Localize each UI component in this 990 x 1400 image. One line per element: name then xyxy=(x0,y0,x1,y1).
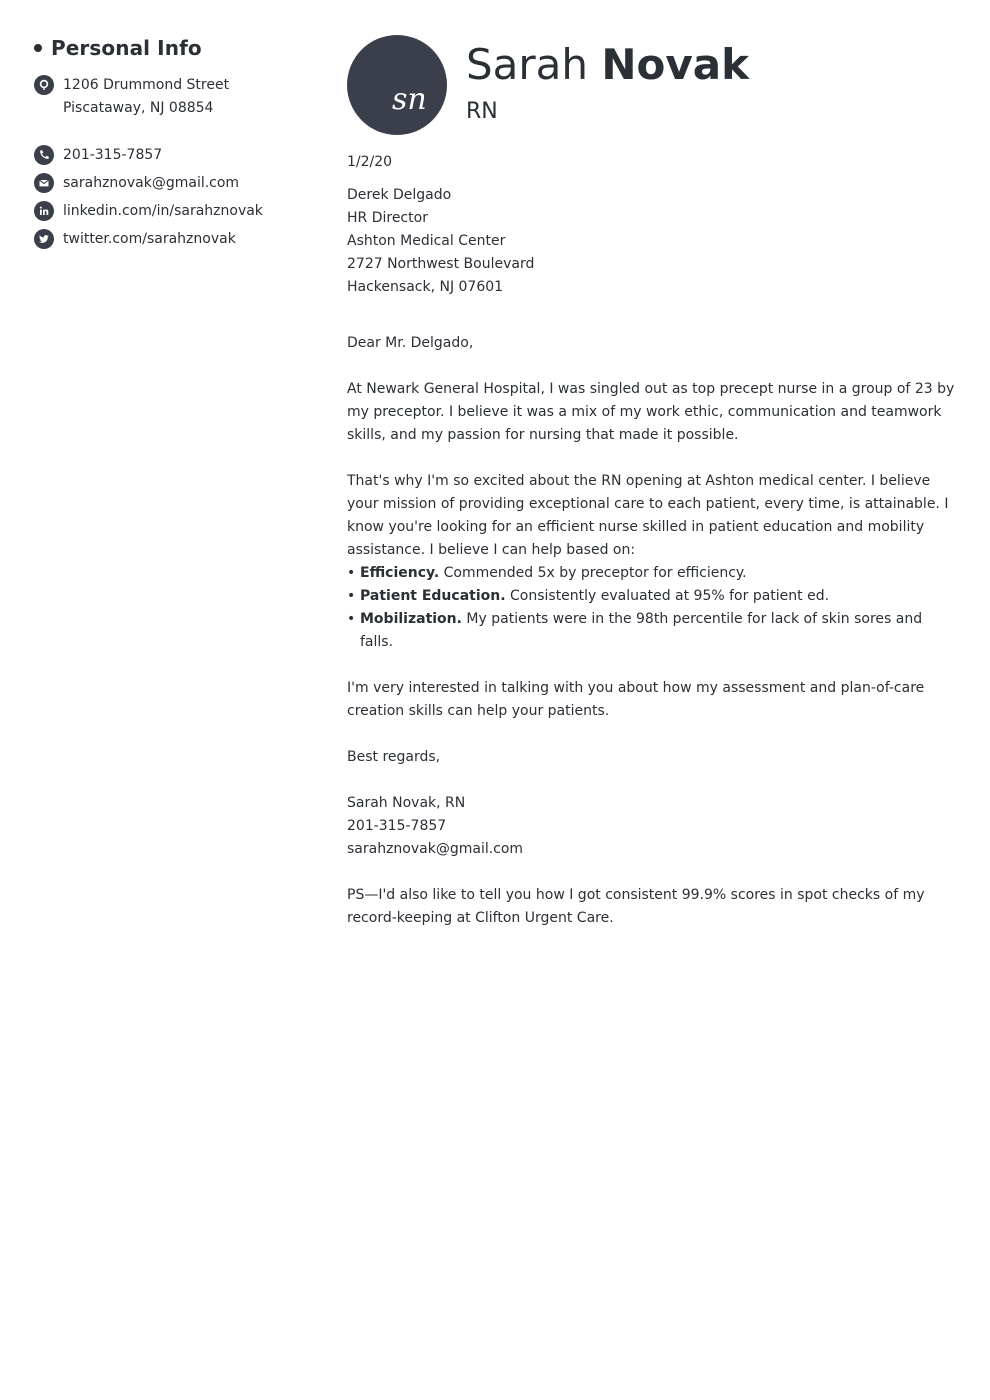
twitter-text[interactable]: twitter.com/sarahznovak xyxy=(63,231,236,247)
bullet-key: Patient Education. xyxy=(360,588,506,604)
monogram-text: sn xyxy=(392,82,427,117)
bullet-text: Commended 5x by preceptor for efficiency. xyxy=(443,565,747,581)
personal-info-heading xyxy=(34,36,324,60)
address-line-1: 1206 Drummond Street xyxy=(63,77,230,93)
signature-block xyxy=(347,792,957,861)
list-item xyxy=(347,585,957,608)
bullet-text: Consistently evaluated at 95% for patient ed. xyxy=(510,588,830,604)
email-text[interactable]: sarahznovak@gmail.com xyxy=(63,175,240,191)
phone-text[interactable]: 201-315-7857 xyxy=(63,147,163,163)
bullet-text: My patients were in the 98th percentile for lack of skin sores and falls. xyxy=(360,611,923,650)
linkedin-text[interactable]: linkedin.com/in/sarahznovak xyxy=(63,203,263,219)
paragraph-3: I'm very interested in talking with you about how my assessment and plan-of-care creation skills can help your patients. xyxy=(347,680,925,719)
phone-row xyxy=(34,144,324,167)
first-name: Sarah xyxy=(466,40,589,89)
signature-email: sarahznovak@gmail.com xyxy=(347,841,524,857)
last-name: Novak xyxy=(601,40,750,89)
postscript: PS—I'd also like to tell you how I got consistent 99.9% scores in spot checks of my record-keeping at Clifton Urgent Care. xyxy=(347,887,925,926)
achievement-list xyxy=(347,562,957,654)
monogram-avatar xyxy=(347,35,447,135)
applicant-title: RN xyxy=(466,99,498,124)
paragraph-2: That's why I'm so excited about the RN opening at Ashton medical center. I believe your mission of providing exceptional care to each patient, every time, is attainable. I know you're looking for an efficient nurse skilled in patient education and mobility assistance. I believe I can help based on: xyxy=(347,473,949,558)
letter-header xyxy=(347,35,957,135)
twitter-row xyxy=(34,228,324,251)
recipient-city: Hackensack, NJ 07601 xyxy=(347,279,504,295)
phone-icon xyxy=(34,145,54,165)
list-item xyxy=(347,562,957,585)
salutation: Dear Mr. Delgado, xyxy=(347,335,474,351)
letter-body xyxy=(347,151,957,930)
email-row xyxy=(34,172,324,195)
recipient-company: Ashton Medical Center xyxy=(347,233,506,249)
bullet-key: Mobilization. xyxy=(360,611,462,627)
recipient-title: HR Director xyxy=(347,210,428,226)
personal-info-title: Personal Info xyxy=(51,36,202,60)
recipient-name: Derek Delgado xyxy=(347,187,452,203)
linkedin-row xyxy=(34,200,324,223)
linkedin-icon xyxy=(34,201,54,221)
letter-main xyxy=(347,35,957,930)
name-block xyxy=(466,35,749,124)
bullet-key: Efficiency. xyxy=(360,565,440,581)
recipient-block xyxy=(347,184,957,299)
letter-date: 1/2/20 xyxy=(347,154,393,170)
applicant-name xyxy=(466,39,749,91)
sidebar xyxy=(34,36,324,256)
closing: Best regards, xyxy=(347,749,441,765)
bullet-dot xyxy=(34,44,42,52)
address-line-2: Piscataway, NJ 08854 xyxy=(63,100,214,116)
email-icon xyxy=(34,173,54,193)
location-icon xyxy=(34,75,54,95)
signature-name: Sarah Novak, RN xyxy=(347,795,466,811)
address-text xyxy=(63,74,229,120)
list-item xyxy=(347,608,957,654)
address-row xyxy=(34,74,324,120)
signature-phone: 201-315-7857 xyxy=(347,818,447,834)
paragraph-1: At Newark General Hospital, I was singled out as top precept nurse in a group of 23 by my preceptor. I believe it was a mix of my work ethic, communication and teamwork skills, and my passion for nursing that made it possible. xyxy=(347,381,955,443)
recipient-street: 2727 Northwest Boulevard xyxy=(347,256,535,272)
twitter-icon xyxy=(34,229,54,249)
